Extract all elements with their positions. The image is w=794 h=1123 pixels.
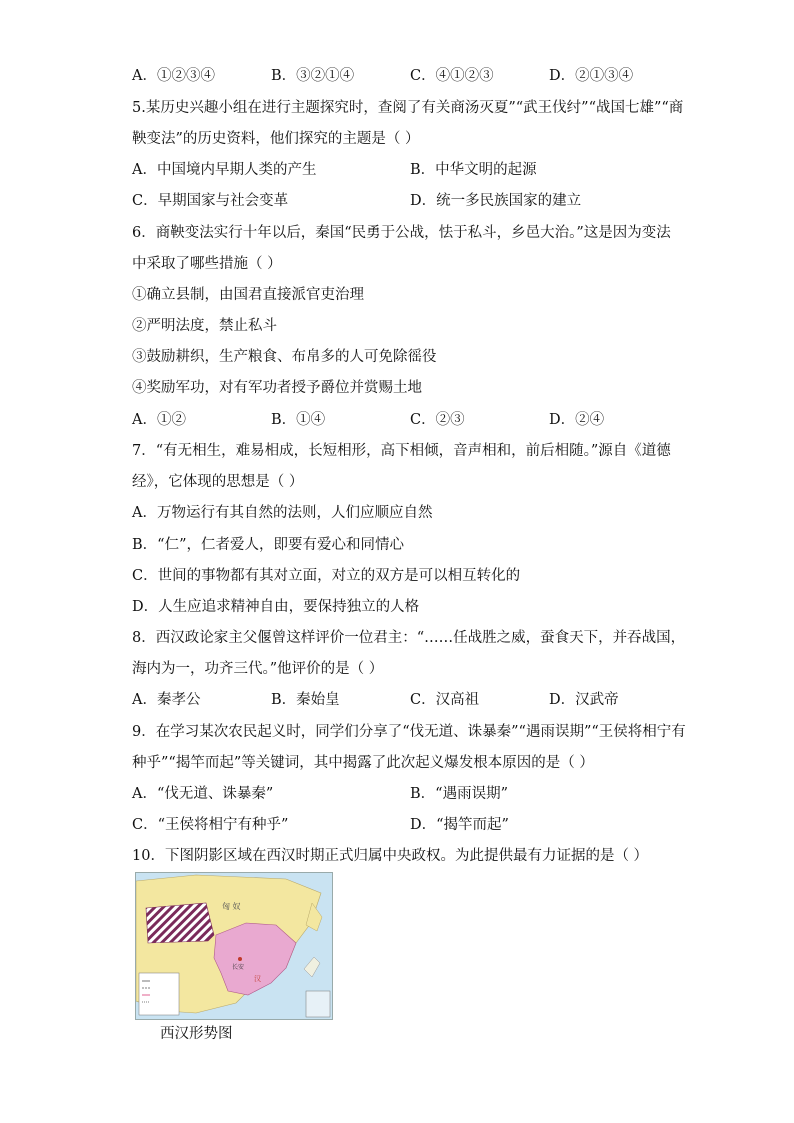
q9-option-c[interactable]: C．“王侯将相宁有种乎” [132, 817, 289, 833]
q7-option-a[interactable]: A．万物运行有其自然的法则，人们应顺应自然 [132, 505, 433, 521]
q6-item-3: ③鼓励耕织，生产粮食、布帛多的人可免除徭役 [132, 349, 437, 365]
q10-stem: 10．下图阴影区域在西汉时期正式归属中央政权。为此提供最有力证据的是（ ） [132, 848, 649, 864]
q8-option-b[interactable]: B．秦始皇 [271, 692, 340, 708]
q6-stem-line1: 6．商鞅变法实行十年以后，秦国“民勇于公战，怯于私斗，乡邑大治。”这是因为变法 [132, 225, 671, 241]
q7-option-b[interactable]: B．“仁”，仁者爱人，即要有爱心和同情心 [132, 537, 404, 553]
q5-option-c[interactable]: C．早期国家与社会变革 [132, 193, 289, 209]
map-caption: 西汉形势图 [160, 1026, 233, 1042]
q6-stem-line2: 中采取了哪些措施（ ） [132, 256, 282, 272]
q9-stem-line1: 9．在学习某次农民起义时，同学们分享了“伐无道、诛暴秦”“遇雨误期”“王侯将相宁有 [132, 724, 686, 740]
q6-option-d[interactable]: D．②④ [549, 412, 605, 428]
q5-option-a[interactable]: A．中国境内早期人类的产生 [132, 162, 317, 178]
label-xiongnu: 匈 奴 [222, 902, 241, 911]
q4-option-d[interactable]: D．②①③④ [549, 68, 634, 84]
q8-stem-line2: 海内为一，功齐三代。”他评价的是（ ） [132, 661, 384, 677]
q4-option-b[interactable]: B．③②①④ [271, 68, 355, 84]
q7-option-c[interactable]: C．世间的事物都有其对立面，对立的双方是可以相互转化的 [132, 568, 521, 584]
q8-option-d[interactable]: D．汉武帝 [549, 692, 619, 708]
q4-option-a[interactable]: A．①②③④ [132, 68, 215, 84]
q5-stem-line1: 5.某历史兴趣小组在进行主题探究时，查阅了有关商汤灭夏”“武王伐纣”“战国七雄”“商 [132, 100, 684, 116]
q4-option-c[interactable]: C．④①②③ [410, 68, 494, 84]
q5-option-b[interactable]: B．中华文明的起源 [410, 162, 537, 178]
q6-item-2: ②严明法度，禁止私斗 [132, 318, 277, 334]
q6-option-c[interactable]: C．②③ [410, 412, 465, 428]
q5-stem-line2: 鞅变法”的历史资料，他们探究的主题是（ ） [132, 131, 420, 147]
label-changan: 长安 [232, 964, 245, 971]
q9-option-a[interactable]: A．“伐无道、诛暴秦” [132, 786, 274, 802]
q7-stem-line2: 经》，它体现的思想是（ ） [132, 474, 304, 490]
q5-option-d[interactable]: D．统一多民族国家的建立 [410, 193, 582, 209]
changan-marker [238, 957, 242, 961]
q8-option-c[interactable]: C．汉高祖 [410, 692, 480, 708]
q7-stem-line1: 7．“有无相生，难易相成，长短相形，高下相倾，音声相和，前后相随。”源自《道德 [132, 443, 671, 459]
map-legend [139, 973, 179, 1015]
inset-map [306, 991, 330, 1017]
q8-stem-line1: 8．西汉政论家主父偃曾这样评价一位君主：“……任战胜之威，蚕食天下，并吞战国， [132, 630, 686, 646]
q6-option-a[interactable]: A．①② [132, 412, 186, 428]
q6-item-1: ①确立县制，由国君直接派官吏治理 [132, 287, 364, 303]
q9-option-b[interactable]: B．“遇雨误期” [410, 786, 508, 802]
label-han: 汉 [254, 975, 261, 983]
western-han-map [135, 872, 333, 1020]
map-svg [136, 873, 332, 1019]
q6-item-4: ④奖励军功，对有军功者授予爵位并赏赐土地 [132, 380, 422, 396]
shaded-region [146, 903, 214, 943]
q7-option-d[interactable]: D．人生应追求精神自由，要保持独立的人格 [132, 599, 420, 615]
q9-stem-line2: 种乎”“揭竿而起”等关键词，其中揭露了此次起义爆发根本原因的是（ ） [132, 755, 594, 771]
q6-option-b[interactable]: B．①④ [271, 412, 326, 428]
q8-option-a[interactable]: A．秦孝公 [132, 692, 201, 708]
q9-option-d[interactable]: D．“揭竿而起” [410, 817, 509, 833]
